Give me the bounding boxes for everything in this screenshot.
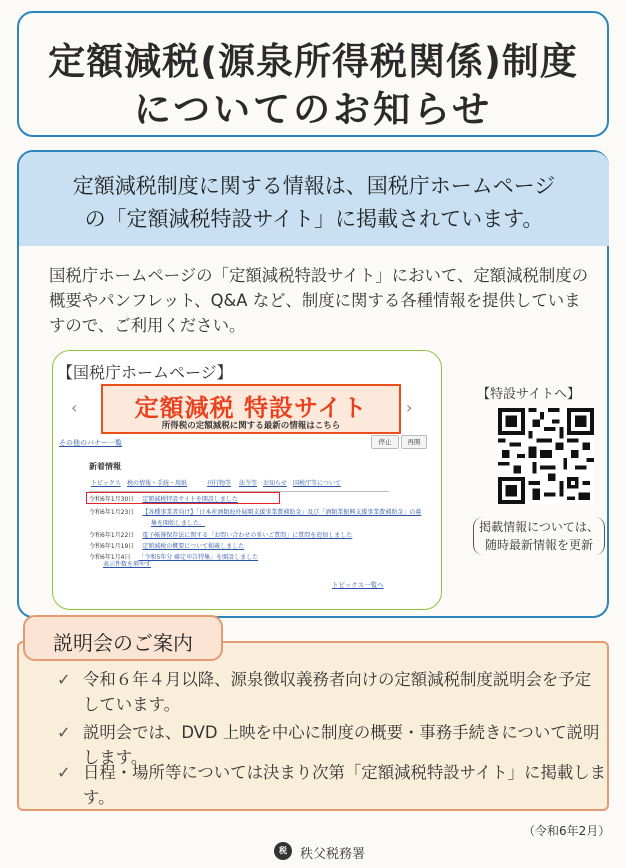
issue-date: （令和6年2月） — [523, 824, 611, 838]
news-tabs — [89, 478, 389, 492]
info-heading-line-1: 定額減税制度に関する情報は、国税庁ホームページ — [72, 174, 556, 198]
carousel-prev-icon[interactable]: ‹ — [71, 398, 78, 417]
session-heading-tab — [23, 615, 223, 661]
tax-office-logo-icon: 税 — [274, 842, 292, 860]
qr-note-line-2: 随時最新情報を更新 — [484, 538, 593, 552]
news-item: 令和6年1月23日 【各種事業者向け】「日本産酒類海外展開支援事業費補助金」及び「酒類業振興支援事業費補助金」の募 — [89, 509, 422, 516]
session-bullet: ✓ 令和６年４月以降、源泉徴収義務者向けの定額減税制度説明会を予定しています。 — [57, 667, 607, 717]
session-section — [17, 641, 609, 811]
check-icon: ✓ — [57, 763, 71, 782]
stop-button[interactable]: 停止 — [371, 435, 399, 449]
info-heading-line-2: の「定額減税特設サイト」に掲載されています。 — [84, 207, 544, 231]
qr-note-line-1: 掲載情報については、 — [479, 520, 599, 534]
qr-code-icon[interactable] — [497, 408, 595, 504]
news-item: 令和6年1月4日 「令和5年分 確定申告特集」を開設しました — [89, 554, 259, 561]
info-header — [19, 152, 609, 246]
tax-office-name: 秩父税務署 — [300, 847, 366, 862]
tab-tax-info[interactable]: 税の情報・手続・用紙 — [127, 480, 188, 487]
all-topics-link[interactable]: トピックス一覧へ — [332, 581, 384, 589]
info-section — [17, 150, 609, 618]
title-box — [17, 11, 609, 137]
tab-topics[interactable]: トピックス — [91, 480, 121, 487]
page-title-line-2: についてのお知らせ — [133, 88, 493, 131]
info-body-text: 国税庁ホームページの「定額減税特設サイト」において、定額減税制度の概要やパンフレット、Q&A など、制度に関する各種情報を提供していますので、ご利用ください。 — [49, 266, 589, 335]
check-icon: ✓ — [57, 670, 71, 689]
show-more-link[interactable]: 表示件数を増やす — [103, 561, 152, 568]
check-icon: ✓ — [57, 723, 71, 742]
tab-about-nta[interactable]: 国税庁等について — [293, 480, 341, 487]
qr-note — [473, 517, 605, 555]
news-item: 集を開始しました。 — [151, 520, 206, 527]
banner-subtitle: 所得税の定額減税に関する最新の情報はこちら — [161, 421, 341, 431]
news-item: 令和6年1月22日 電子帳簿保存法に関する「お問い合わせの多いご質問」に質問を追加しました — [89, 532, 353, 539]
news-heading: 新着情報 — [89, 462, 121, 471]
banner-list-link[interactable]: その他のバナー一覧 — [59, 439, 122, 447]
resume-button[interactable]: 再開 — [401, 435, 427, 449]
news-item: 令和6年1月19日 定額減税の概要について掲載しました — [89, 543, 245, 550]
qr-caption: 【特設サイトへ】 — [477, 387, 581, 402]
session-bullet: ✓ 説明会では、DVD 上映を中心に制度の概要・事務手続きについて説明します。 — [57, 720, 607, 770]
session-bullet: ✓ 日程・場所等については決まり次第「定額減税特設サイト」に掲載します。 — [57, 760, 607, 810]
page-title-line-1: 定額減税(源泉所得税関係)制度 — [48, 40, 578, 83]
tab-publications[interactable]: 刊行物等 — [207, 480, 232, 487]
news-item: 令和6年1月30日 定額減税特設サイトを開設しました — [89, 496, 238, 503]
screenshot-caption: 【国税庁ホームページ】 — [57, 363, 233, 382]
carousel-next-icon[interactable]: › — [406, 398, 413, 417]
banner-title: 定額減税 特設サイト — [134, 394, 368, 422]
special-site-banner[interactable] — [101, 384, 401, 434]
session-heading: 説明会のご案内 — [53, 631, 193, 655]
tab-laws[interactable]: 法令等 — [239, 480, 258, 487]
tab-notices[interactable]: お知らせ — [263, 480, 287, 487]
